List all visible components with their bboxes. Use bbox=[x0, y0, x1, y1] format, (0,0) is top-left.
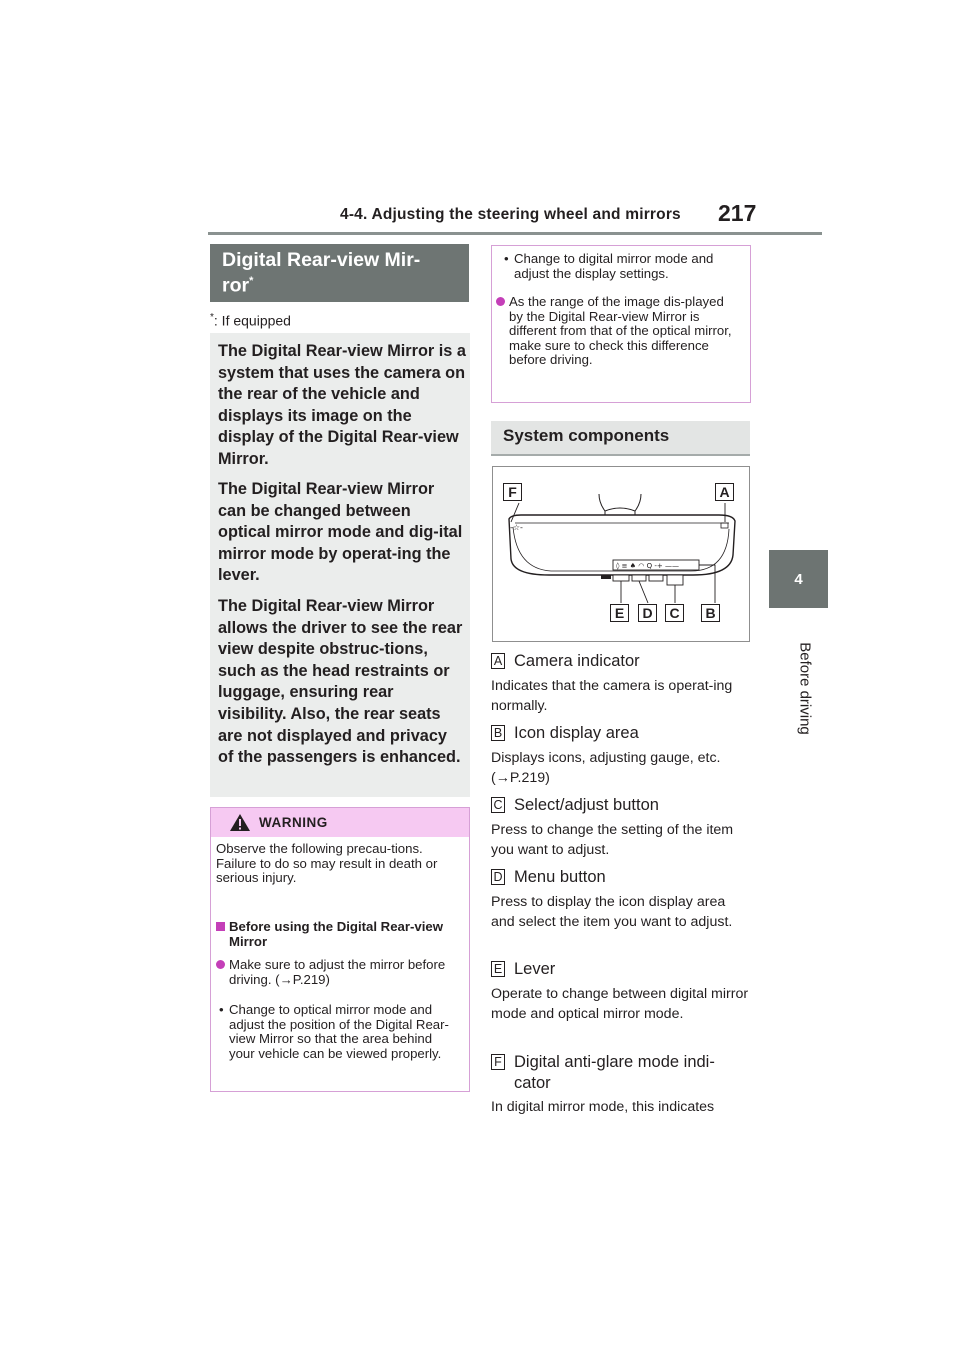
round-bullet-icon bbox=[216, 960, 225, 969]
component-desc: In digital mirror mode, this indicates bbox=[491, 1099, 715, 1115]
component-name: Menu button bbox=[514, 868, 606, 886]
page-number: 217 bbox=[718, 200, 757, 226]
component-name: Camera indicator bbox=[514, 652, 640, 670]
header-rule bbox=[208, 232, 822, 235]
round-bullet-icon bbox=[496, 297, 505, 306]
intro-paragraph-2: The Digital Rear-view Mirror can be changed between optical mirror mode and dig-ital mirror mode by operat-ing the lever. bbox=[218, 480, 463, 585]
square-bullet-icon bbox=[216, 922, 225, 931]
component-badge: B bbox=[491, 725, 505, 741]
footnote-mark: * bbox=[210, 312, 214, 323]
warning-triangle-icon bbox=[229, 813, 251, 832]
footnote bbox=[210, 312, 291, 329]
warning-continued-box: • Change to digital mirror mode and adjust the display settings. As the range of the image dis-played by the Digital Rear-view Mirror is different from that of the optical mirror, make sure to check this difference before driving. bbox=[491, 245, 751, 403]
section-title-line2: ror bbox=[222, 274, 250, 297]
svg-text:◊ ≡ ♠ ◠ Q -+ ——: ◊ ≡ ♠ ◠ Q -+ —— bbox=[616, 562, 679, 570]
chapter-label: Before driving bbox=[796, 642, 814, 735]
component-desc: Press to display the icon display area and select the item you want to adjust. bbox=[491, 894, 733, 930]
mirror-diagram bbox=[492, 466, 750, 642]
component-desc: Operate to change between digital mirror mode and optical mirror mode. bbox=[491, 986, 749, 1022]
diagram-label-b: B bbox=[701, 604, 720, 622]
warning-title: WARNING bbox=[259, 815, 328, 830]
component-name: Select/adjust button bbox=[514, 796, 659, 814]
warning-cont-item-2: As the range of the image dis-played by the Digital Rear-view Mirror is different from that of the optical mirror, make sure to check this difference before driving. bbox=[496, 295, 746, 310]
running-header: 4-4. Adjusting the steering wheel and mirrors bbox=[340, 206, 681, 223]
heading-underline bbox=[491, 454, 750, 456]
component-desc: Press to change the setting of the item you want to adjust. bbox=[491, 822, 734, 858]
warning-subhead: Before using the Digital Rear-view Mirror bbox=[216, 920, 466, 935]
component-badge: F bbox=[491, 1054, 505, 1070]
intro-box bbox=[210, 333, 470, 797]
component-desc: Displays icons, adjusting gauge, etc. (→P.219) bbox=[491, 750, 721, 786]
warning-item-1: Make sure to adjust the mirror before driving. (→P.219) bbox=[216, 958, 466, 973]
component-name: Digital anti-glare mode indi-cator bbox=[514, 1053, 715, 1092]
section-title-line1: Digital Rear-view Mir- bbox=[222, 249, 421, 271]
intro-paragraph-3: The Digital Rear-view Mirror allows the driver to see the rear view despite obstruc-tions, such as the head restraints or luggage, ensuring rear visibility. Also, the rear seats are not displayed and privacy of the passengers is enhanced. bbox=[218, 597, 463, 767]
intro-paragraph-1: The Digital Rear-view Mirror is a system that uses the camera on the rear of the vehicle and displays its image on the display of the Digital Rear-view Mirror. bbox=[218, 342, 466, 468]
system-components-heading bbox=[491, 421, 750, 454]
component-name: Icon display area bbox=[514, 724, 639, 742]
diagram-label-e: E bbox=[610, 604, 629, 622]
chapter-tab[interactable]: 4 bbox=[769, 550, 828, 608]
warning-intro: Observe the following precau-tions. Failure to do so may result in death or serious injury. bbox=[216, 841, 438, 885]
svg-text:-☆-: -☆- bbox=[510, 523, 523, 532]
component-name: Lever bbox=[514, 960, 556, 978]
section-heading bbox=[210, 244, 469, 302]
component-badge: E bbox=[491, 961, 505, 977]
warning-box: WARNING Observe the following precau-tions. Failure to do so may result in death or serious injury. Before using the Digital Rear-view Mirror Make sure to adjust the mirror before driving. (→P.219) • Change to optical mirror mode and adjust the position of the Digital Rear-view Mirror so that the area behind your vehicle can be viewed properly. bbox=[210, 807, 470, 1092]
system-components-title: System components bbox=[503, 426, 670, 445]
diagram-label-f: F bbox=[503, 483, 522, 501]
section-title-mark: * bbox=[249, 275, 254, 287]
warning-header bbox=[211, 808, 469, 837]
diagram-label-c: C bbox=[665, 604, 684, 622]
component-badge: C bbox=[491, 797, 505, 813]
component-badge: A bbox=[491, 653, 505, 669]
component-desc: Indicates that the camera is operat-ing normally. bbox=[491, 678, 733, 714]
diagram-label-d: D bbox=[638, 604, 657, 622]
footnote-text: : If equipped bbox=[213, 312, 291, 329]
diagram-label-a: A bbox=[715, 483, 734, 501]
component-badge: D bbox=[491, 869, 505, 885]
